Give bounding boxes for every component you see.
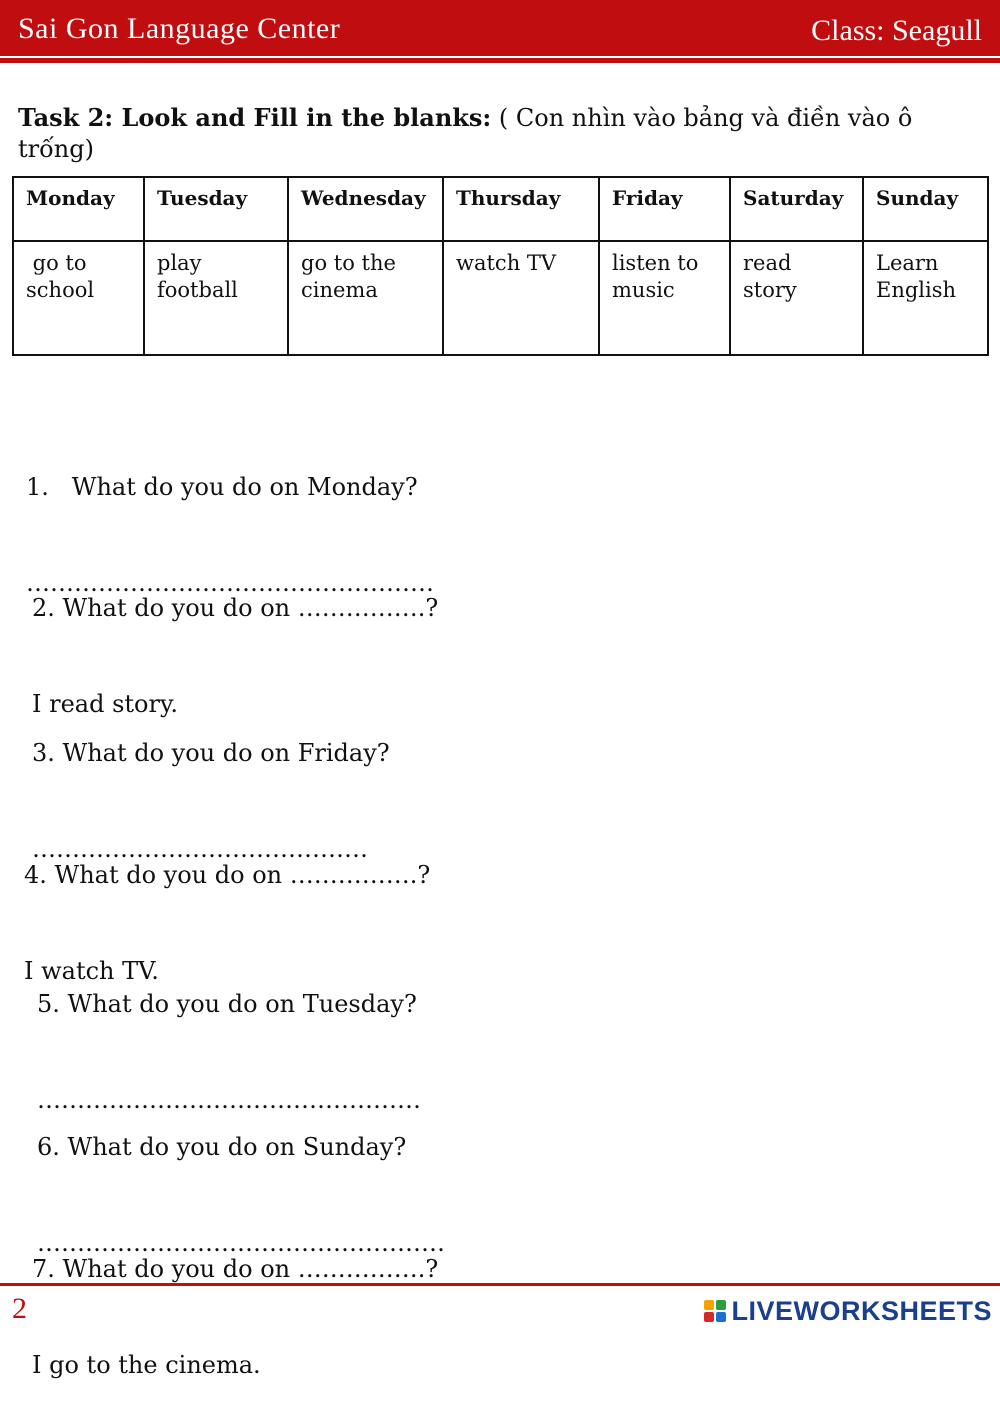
- day-header: Thursday: [443, 177, 599, 241]
- answer-text: I go to the cinema.: [32, 1351, 261, 1379]
- logo-text: LIVEWORKSHEETS: [731, 1295, 992, 1326]
- activity-line: Learn: [876, 251, 939, 275]
- activity-line: school: [26, 278, 95, 302]
- activity-line: go to: [26, 251, 87, 275]
- activity-line: football: [157, 278, 238, 302]
- task-translation: ( Con nhìn vào bảng và điền vào ô trống): [18, 104, 913, 163]
- footer-divider: [0, 1283, 1000, 1286]
- activity-cell: [863, 241, 988, 355]
- activity-line: listen to: [612, 251, 699, 275]
- activity-line: play: [157, 251, 202, 275]
- question-text[interactable]: 2. What do you do on …………….?: [32, 594, 439, 622]
- answer-text: I watch TV.: [24, 957, 159, 985]
- activity-cell: [144, 241, 288, 355]
- activity-line: story: [743, 278, 797, 302]
- activity-line: watch TV: [456, 251, 557, 275]
- activity-cell: [443, 241, 599, 355]
- activity-line: cinema: [301, 278, 378, 302]
- page-number: 2: [12, 1292, 27, 1325]
- question-7: [32, 1189, 438, 1413]
- activity-cell: [730, 241, 863, 355]
- answer-blank[interactable]: ……………………………………………: [37, 1229, 445, 1257]
- day-header: Friday: [599, 177, 730, 241]
- question-text: 1. What do you do on Monday?: [26, 473, 418, 501]
- question-text[interactable]: 7. What do you do on …………….?: [32, 1255, 439, 1283]
- activity-line: go to the: [301, 251, 396, 275]
- question-text[interactable]: 4. What do you do on …………….?: [24, 861, 431, 889]
- activity-line: English: [876, 278, 957, 302]
- liveworksheets-logo-icon: [703, 1299, 727, 1323]
- task-title: Task 2: Look and Fill in the blanks:: [18, 103, 492, 132]
- day-header: Wednesday: [288, 177, 443, 241]
- question-text: 6. What do you do on Sunday?: [37, 1133, 407, 1161]
- task-instruction: [18, 102, 958, 165]
- question-text: 5. What do you do on Tuesday?: [37, 990, 417, 1018]
- class-label: Class: Seagull: [811, 14, 982, 47]
- activity-line: music: [612, 278, 675, 302]
- header-divider: [0, 58, 1000, 63]
- answer-blank[interactable]: ……………………………………: [32, 835, 368, 863]
- day-header: Monday: [13, 177, 144, 241]
- day-header: Saturday: [730, 177, 863, 241]
- liveworksheets-logo[interactable]: [703, 1296, 992, 1326]
- answer-blank[interactable]: …………………………………………: [37, 1086, 421, 1114]
- center-name: Sai Gon Language Center: [18, 12, 341, 45]
- schedule-header-row: [13, 177, 988, 241]
- answer-text: I read story.: [32, 690, 178, 718]
- activity-cell: [599, 241, 730, 355]
- activity-cell: [13, 241, 144, 355]
- schedule-activity-row: [13, 241, 988, 355]
- activity-line: read: [743, 251, 792, 275]
- schedule-table: [12, 176, 989, 356]
- day-header: Tuesday: [144, 177, 288, 241]
- question-text: 3. What do you do on Friday?: [32, 739, 390, 767]
- answer-blank[interactable]: ……………………………………………: [26, 569, 434, 597]
- activity-cell: [288, 241, 443, 355]
- day-header: Sunday: [863, 177, 988, 241]
